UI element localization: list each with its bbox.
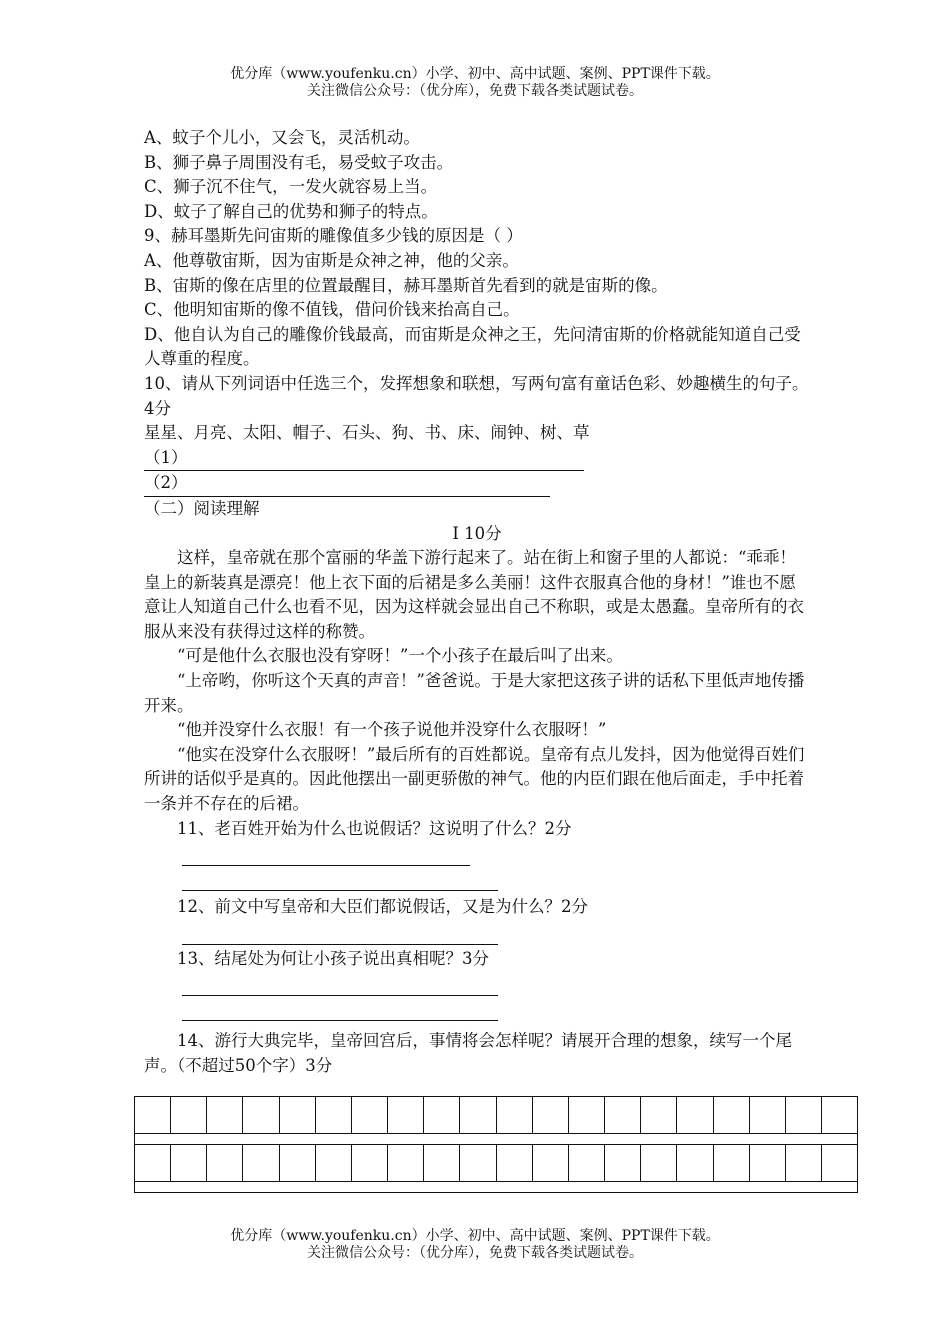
grid-cell[interactable] xyxy=(460,1145,496,1181)
grid-cell[interactable] xyxy=(822,1145,857,1181)
grid-cell[interactable] xyxy=(750,1145,786,1181)
grid-cell[interactable] xyxy=(822,1097,857,1133)
grid-row-2[interactable] xyxy=(134,1145,858,1182)
section-title: （二）阅读理解 xyxy=(144,498,260,518)
passage-paragraph-1: 这样，皇帝就在那个富丽的华盖下游行起来了。站在街上和窗子里的人都说：“乖乖！皇上的新装真是漂亮！他上衣下面的后裙是多么美丽！这件衣服真合他的身材！”谁也不愿意让人知道自己什么也看不见，因为这样就会显出自己不称职，或是太愚蠢。皇帝所有的衣服从来没有获得过这样的称赞。 xyxy=(144,548,804,641)
grid-cell[interactable] xyxy=(786,1145,822,1181)
part-heading: Ⅰ 10分 xyxy=(452,523,502,543)
q10-words: 星星、月亮、太阳、帽子、石头、狗、书、床、闹钟、树、草 xyxy=(144,423,590,443)
grid-cell[interactable] xyxy=(171,1145,207,1181)
q8-option-a: A、蚊子个儿小，又会飞，灵活机动。 xyxy=(144,128,420,147)
grid-cell[interactable] xyxy=(316,1097,352,1133)
q9-option-a: A、他尊敬宙斯，因为宙斯是众神之神，他的父亲。 xyxy=(144,250,519,270)
grid-cell[interactable] xyxy=(641,1097,677,1133)
q10-answer-line-1[interactable]: （1） xyxy=(144,446,584,472)
q12-answer-line[interactable] xyxy=(182,920,498,945)
footer-line-2: 关注微信公众号：（优分库），免费下载各类试题试卷。 xyxy=(307,1245,643,1261)
grid-cell[interactable] xyxy=(460,1097,496,1133)
grid-cell[interactable] xyxy=(677,1145,713,1181)
grid-cell[interactable] xyxy=(280,1097,316,1133)
grid-cell[interactable] xyxy=(352,1097,388,1133)
exam-content xyxy=(144,126,810,1079)
writing-grid[interactable] xyxy=(134,1096,858,1193)
grid-cell[interactable] xyxy=(569,1145,605,1181)
q11-answer-line-1[interactable] xyxy=(182,841,470,866)
grid-cell[interactable] xyxy=(280,1145,316,1181)
grid-cell[interactable] xyxy=(316,1145,352,1181)
grid-cell[interactable] xyxy=(388,1097,424,1133)
grid-cell[interactable] xyxy=(605,1145,641,1181)
grid-cell[interactable] xyxy=(497,1097,533,1133)
passage-paragraph-5: “他实在没穿什么衣服呀！”最后所有的百姓都说。皇帝有点儿发抖，因为他觉得百姓们所讲的话似乎是真的。因此他摆出一副更骄傲的神气。他的内臣们跟在他后面走，手中托着一条并不存在的后裙。 xyxy=(144,744,805,814)
q11-answer-line-2[interactable] xyxy=(182,866,498,891)
grid-gap xyxy=(134,1182,858,1193)
q8-option-c: C、狮子沉不住气，一发火就容易上当。 xyxy=(144,177,438,197)
grid-gap xyxy=(134,1134,858,1145)
grid-cell[interactable] xyxy=(714,1145,750,1181)
q8-option-d: D、蚊子了解自己的优势和狮子的特点。 xyxy=(144,201,438,221)
grid-cell[interactable] xyxy=(207,1097,243,1133)
grid-cell[interactable] xyxy=(533,1097,569,1133)
grid-cell[interactable] xyxy=(207,1145,243,1181)
passage-paragraph-4: “他并没穿什么衣服！有一个孩子说他并没穿什么衣服呀！” xyxy=(177,720,607,740)
q9-option-c: C、他明知宙斯的像不值钱，借问价钱来抬高自己。 xyxy=(144,300,520,320)
q13-question: 13、结尾处为何让小孩子说出真相呢？3分 xyxy=(177,948,489,968)
grid-cell[interactable] xyxy=(424,1097,460,1133)
q11-question: 11、老百姓开始为什么也说假话？这说明了什么？2分 xyxy=(177,818,572,838)
footer-line-1: 优分库（www.youfenku.cn）小学、初中、高中试题、案例、PPT课件下载。 xyxy=(230,1228,720,1244)
q9-question: 9、赫耳墨斯先问宙斯的雕像值多少钱的原因是（ ） xyxy=(144,226,523,246)
grid-cell[interactable] xyxy=(135,1097,171,1133)
header-line-1: 优分库（www.youfenku.cn）小学、初中、高中试题、案例、PPT课件下载。 xyxy=(230,66,720,82)
grid-cell[interactable] xyxy=(171,1097,207,1133)
q8-option-b: B、狮子鼻子周围没有毛，易受蚊子攻击。 xyxy=(144,152,454,172)
grid-cell[interactable] xyxy=(641,1145,677,1181)
grid-cell[interactable] xyxy=(424,1145,460,1181)
q13-answer-line-1[interactable] xyxy=(182,971,498,996)
grid-cell[interactable] xyxy=(388,1145,424,1181)
grid-cell[interactable] xyxy=(786,1097,822,1133)
grid-row-1[interactable] xyxy=(134,1096,858,1134)
grid-cell[interactable] xyxy=(677,1097,713,1133)
q9-option-b: B、宙斯的像在店里的位置最醒目，赫耳墨斯首先看到的就是宙斯的像。 xyxy=(144,275,668,295)
grid-cell[interactable] xyxy=(352,1145,388,1181)
q12-question: 12、前文中写皇帝和大臣们都说假话，又是为什么？2分 xyxy=(177,897,588,917)
q14-question: 14、游行大典完毕，皇帝回宫后，事情将会怎样呢？请展开合理的想象，续写一个尾声。（不超过50个字）3分 xyxy=(144,1031,792,1075)
passage-paragraph-3: “上帝哟，你听这个天真的声音！”爸爸说。于是大家把这孩子讲的话私下里低声地传播开来。 xyxy=(144,671,805,715)
grid-cell[interactable] xyxy=(135,1145,171,1181)
grid-cell[interactable] xyxy=(605,1097,641,1133)
grid-cell[interactable] xyxy=(497,1145,533,1181)
header-line-2: 关注微信公众号：（优分库），免费下载各类试题试卷。 xyxy=(307,83,643,99)
grid-cell[interactable] xyxy=(243,1145,279,1181)
q10-question: 10、请从下列词语中任选三个，发挥想象和联想，写两句富有童话色彩、妙趣横生的句子。4分 xyxy=(144,373,809,418)
q9-option-d: D、他自认为自己的雕像价钱最高，而宙斯是众神之王，先问清宙斯的价格就能知道自己受人尊重的程度。 xyxy=(144,324,801,369)
q10-answer-line-2[interactable]: （2） xyxy=(144,471,550,497)
q13-answer-line-2[interactable] xyxy=(182,996,498,1021)
grid-cell[interactable] xyxy=(243,1097,279,1133)
page-footer xyxy=(0,1228,950,1262)
page-header xyxy=(0,66,950,100)
passage-paragraph-2: “可是他什么衣服也没有穿呀！”一个小孩子在最后叫了出来。 xyxy=(177,646,623,666)
grid-cell[interactable] xyxy=(714,1097,750,1133)
grid-cell[interactable] xyxy=(750,1097,786,1133)
grid-cell[interactable] xyxy=(569,1097,605,1133)
grid-cell[interactable] xyxy=(533,1145,569,1181)
